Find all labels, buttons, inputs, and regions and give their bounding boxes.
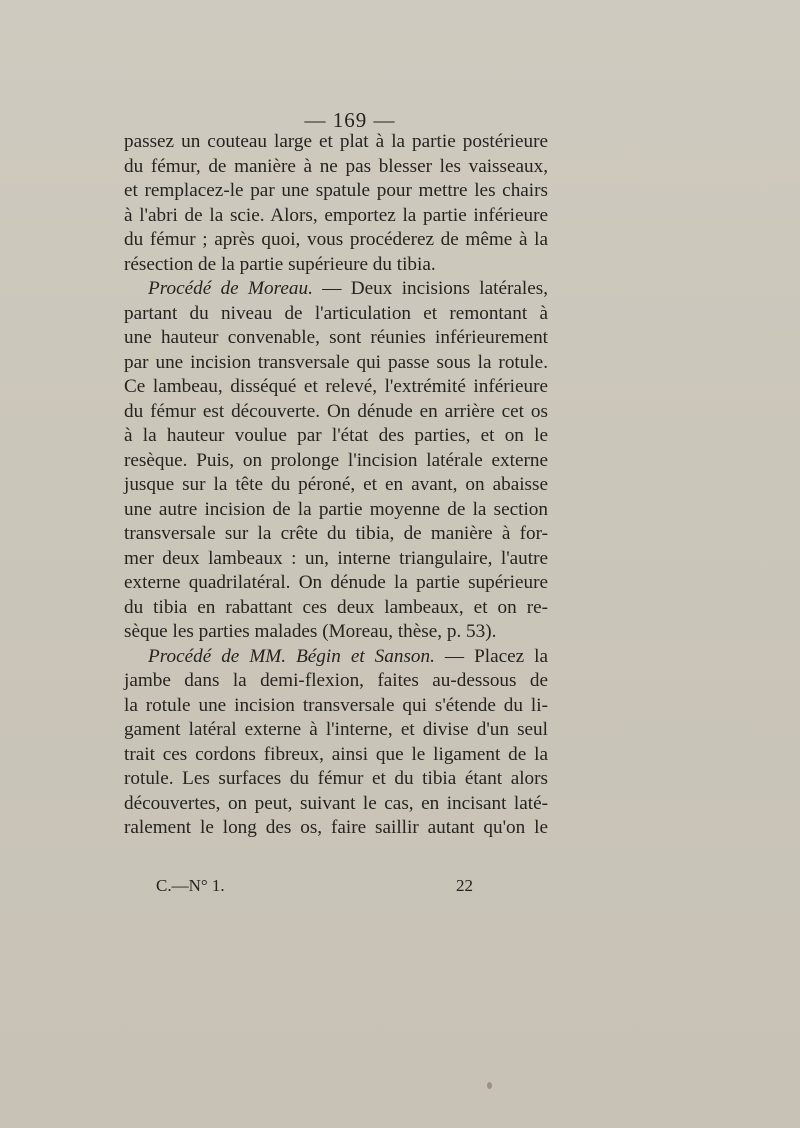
heading-line-text: — Deux incisions latérales, <box>322 278 548 299</box>
text-line: resèque. Puis, on prolonge l'incision latérale externe <box>124 449 548 471</box>
text-line: Ce lambeau, disséqué et relevé, l'extrémité inférieure <box>124 376 548 397</box>
paragraph-3 <box>124 645 548 841</box>
text-line: à l'abri de la scie. Alors, emportez la partie inférieure <box>124 204 548 226</box>
text-line: gament latéral externe à l'interne, et divise d'un seul <box>124 719 548 740</box>
signature-mark: C.—N° 1. <box>156 876 225 895</box>
text-line: partant du niveau de l'articulation et remontant à <box>124 302 548 324</box>
text-line: externe quadrilatéral. On dénude la partie supérieure <box>124 572 548 593</box>
body-text <box>124 130 548 841</box>
paragraph-heading-line <box>124 277 548 302</box>
text-line: du fémur est découverte. On dénude en arrière cet os <box>124 400 548 422</box>
paragraph-2 <box>124 277 548 645</box>
paragraph-heading-line <box>124 645 548 670</box>
procedure-heading: Procédé de Moreau. <box>148 278 313 299</box>
page-number: — 169 — <box>304 108 396 132</box>
text-line: jusque sur la tête du péroné, et en avant, on abaisse <box>124 474 548 495</box>
heading-line-text: — Placez la <box>444 645 549 667</box>
text-line: passez un couteau large et plat à la partie postérieure <box>124 131 548 152</box>
text-line: à la hauteur voulue par l'état des parties, et on le <box>124 425 548 446</box>
text-line: résection de la partie supérieure du tibia. <box>124 253 436 275</box>
text-line: jambe dans la demi-flexion, faites au-dessous de <box>124 670 548 691</box>
text-line: du tibia en rabattant ces deux lambeaux, et on re- <box>124 596 548 618</box>
procedure-heading: Procédé de MM. Bégin et Sanson. <box>148 645 435 667</box>
text-line: par une incision transversale qui passe sous la rotule. <box>124 351 548 373</box>
text-line: transversale sur la crête du tibia, de manière à for- <box>124 523 548 544</box>
text-line: du fémur ; après quoi, vous procéderez de même à la <box>124 229 548 250</box>
text-line: une autre incision de la partie moyenne de la section <box>124 498 548 520</box>
paragraph-1 <box>124 130 548 277</box>
text-line: trait ces cordons fibreux, ainsi que le ligament de la <box>124 743 548 765</box>
text-line: mer deux lambeaux : un, interne triangulaire, l'autre <box>124 547 548 569</box>
text-line: ralement le long des os, faire saillir autant qu'on le <box>124 817 548 838</box>
text-line: du fémur, de manière à ne pas blesser les vaisseaux, <box>124 155 548 177</box>
text-line: sèque les parties malades (Moreau, thèse, p. 53). <box>124 621 497 642</box>
text-line: et remplacez-le par une spatule pour mettre les chairs <box>124 180 548 201</box>
paper-speck <box>487 1082 492 1089</box>
text-line: la rotule une incision transversale qui s'étende du li- <box>124 694 548 716</box>
text-line: rotule. Les surfaces du fémur et du tibia étant alors <box>124 768 548 789</box>
text-line: une hauteur convenable, sont réunies inférieurement <box>124 327 548 348</box>
sheet-number: 22 <box>456 876 473 895</box>
text-line: découvertes, on peut, suivant le cas, en incisant laté- <box>124 792 548 814</box>
